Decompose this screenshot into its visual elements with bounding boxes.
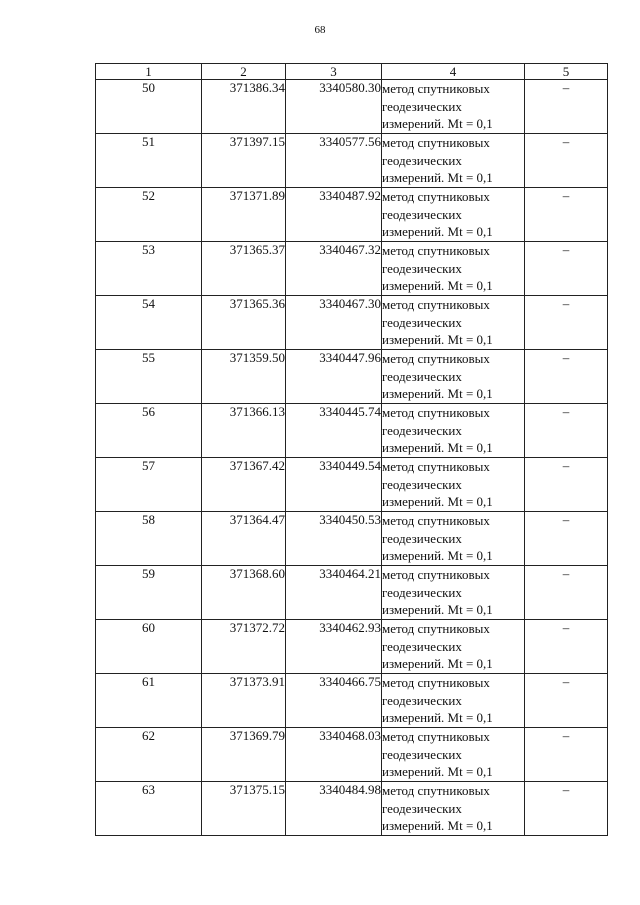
point-number: 59 [96, 566, 202, 620]
coord-x: 371386.34 [202, 80, 286, 134]
table-row [96, 620, 608, 674]
coord-y: 3340447.96 [286, 350, 382, 404]
coord-y: 3340580.30 [286, 80, 382, 134]
method-description: метод спутниковых геодезических измерений. Mt = 0,1 [382, 728, 525, 782]
table-row [96, 566, 608, 620]
table-row [96, 404, 608, 458]
table-body [96, 80, 608, 836]
coord-y: 3340467.32 [286, 242, 382, 296]
coord-x: 371372.72 [202, 620, 286, 674]
point-number: 61 [96, 674, 202, 728]
coord-y: 3340450.53 [286, 512, 382, 566]
method-description: метод спутниковых геодезических измерений. Mt = 0,1 [382, 404, 525, 458]
point-number: 60 [96, 620, 202, 674]
table-row [96, 242, 608, 296]
point-number: 62 [96, 728, 202, 782]
method-description: метод спутниковых геодезических измерений. Mt = 0,1 [382, 782, 525, 836]
table-row [96, 80, 608, 134]
table-row [96, 512, 608, 566]
coord-x: 371365.36 [202, 296, 286, 350]
coord-x: 371365.37 [202, 242, 286, 296]
page-number: 68 [314, 24, 326, 36]
coord-y: 3340484.98 [286, 782, 382, 836]
point-number: 57 [96, 458, 202, 512]
header-col-4: 4 [382, 64, 525, 80]
note: – [525, 674, 608, 728]
note: – [525, 458, 608, 512]
table-row [96, 458, 608, 512]
note: – [525, 296, 608, 350]
coord-x: 371369.79 [202, 728, 286, 782]
note: – [525, 620, 608, 674]
header-col-3: 3 [286, 64, 382, 80]
coord-x: 371373.91 [202, 674, 286, 728]
method-description: метод спутниковых геодезических измерений. Mt = 0,1 [382, 350, 525, 404]
note: – [525, 350, 608, 404]
method-description: метод спутниковых геодезических измерений. Mt = 0,1 [382, 458, 525, 512]
coord-y: 3340468.03 [286, 728, 382, 782]
coord-x: 371366.13 [202, 404, 286, 458]
note: – [525, 404, 608, 458]
coord-y: 3340487.92 [286, 188, 382, 242]
table-row [96, 134, 608, 188]
point-number: 58 [96, 512, 202, 566]
table-row [96, 728, 608, 782]
coord-x: 371368.60 [202, 566, 286, 620]
header-col-1: 1 [96, 64, 202, 80]
method-description: метод спутниковых геодезических измерений. Mt = 0,1 [382, 512, 525, 566]
table-row [96, 674, 608, 728]
point-number: 55 [96, 350, 202, 404]
coord-y: 3340464.21 [286, 566, 382, 620]
coord-y: 3340445.74 [286, 404, 382, 458]
coord-x: 371359.50 [202, 350, 286, 404]
coord-x: 371397.15 [202, 134, 286, 188]
table-row [96, 350, 608, 404]
header-col-5: 5 [525, 64, 608, 80]
point-number: 63 [96, 782, 202, 836]
header-col-2: 2 [202, 64, 286, 80]
note: – [525, 134, 608, 188]
method-description: метод спутниковых геодезических измерений. Mt = 0,1 [382, 80, 525, 134]
coord-y: 3340467.30 [286, 296, 382, 350]
note: – [525, 242, 608, 296]
table-header [96, 64, 608, 80]
method-description: метод спутниковых геодезических измерений. Mt = 0,1 [382, 674, 525, 728]
method-description: метод спутниковых геодезических измерений. Mt = 0,1 [382, 134, 525, 188]
point-number: 51 [96, 134, 202, 188]
table-row [96, 782, 608, 836]
coord-x: 371364.47 [202, 512, 286, 566]
coord-x: 371371.89 [202, 188, 286, 242]
coord-y: 3340449.54 [286, 458, 382, 512]
coord-x: 371367.42 [202, 458, 286, 512]
note: – [525, 566, 608, 620]
method-description: метод спутниковых геодезических измерений. Mt = 0,1 [382, 296, 525, 350]
coord-y: 3340462.93 [286, 620, 382, 674]
table-row [96, 296, 608, 350]
point-number: 52 [96, 188, 202, 242]
note: – [525, 512, 608, 566]
method-description: метод спутниковых геодезических измерений. Mt = 0,1 [382, 188, 525, 242]
coord-x: 371375.15 [202, 782, 286, 836]
point-number: 56 [96, 404, 202, 458]
coordinates-table [95, 63, 608, 836]
note: – [525, 80, 608, 134]
coord-y: 3340577.56 [286, 134, 382, 188]
point-number: 54 [96, 296, 202, 350]
point-number: 53 [96, 242, 202, 296]
header-row [96, 64, 608, 80]
note: – [525, 188, 608, 242]
coord-y: 3340466.75 [286, 674, 382, 728]
note: – [525, 782, 608, 836]
point-number: 50 [96, 80, 202, 134]
method-description: метод спутниковых геодезических измерений. Mt = 0,1 [382, 242, 525, 296]
method-description: метод спутниковых геодезических измерений. Mt = 0,1 [382, 620, 525, 674]
table-row [96, 188, 608, 242]
method-description: метод спутниковых геодезических измерений. Mt = 0,1 [382, 566, 525, 620]
note: – [525, 728, 608, 782]
